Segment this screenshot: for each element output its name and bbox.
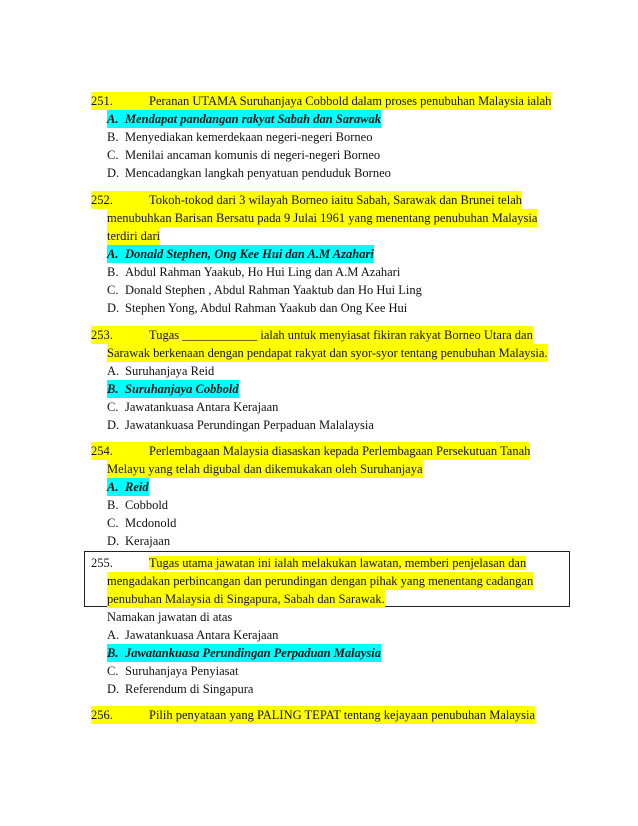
- question-251-stem: 251. Peranan UTAMA Suruhanjaya Cobbold dalam proses penubuhan Malaysia ialah: [91, 94, 552, 108]
- question-253-stem-line1: 253. Tugas ____________ ialah untuk menyiasat fikiran rakyat Borneo Utara dan: [91, 328, 533, 342]
- question-254-stem-line2: Melayu yang telah digubal dan dikemukakan oleh Suruhanjaya: [107, 462, 423, 476]
- question-255-option-b: B. Jawatankuasa Perundingan Perpaduan Malaysia: [107, 646, 381, 660]
- question-253-option-c: C. Jawatankuasa Antara Kerajaan: [107, 400, 279, 414]
- question-252-option-a: A. Donald Stephen, Ong Kee Hui dan A.M Azahari: [107, 247, 374, 261]
- question-254-option-c: C. Mcdonold: [107, 516, 177, 530]
- question-254-option-a: A. Reid: [107, 480, 149, 494]
- question-253-stem-line2: Sarawak berkenaan dengan pendapat rakyat dan syor-syor tentang penubuhan Malaysia.: [107, 346, 548, 360]
- question-251-option-a: A. Mendapat pandangan rakyat Sabah dan Sarawak: [107, 112, 381, 126]
- question-251-option-d: D. Mencadangkan langkah penyatuan penduduk Borneo: [107, 166, 391, 180]
- question-252-stem-line2: menubuhkan Barisan Bersatu pada 9 Julai 1961 yang menentang penubuhan Malaysia: [107, 211, 538, 225]
- question-255-option-a: A. Jawatankuasa Antara Kerajaan: [107, 628, 279, 642]
- question-253-option-a: A. Suruhanjaya Reid: [107, 364, 215, 378]
- question-254-stem-line1: 254. Perlembagaan Malaysia diasaskan kepada Perlembagaan Persekutuan Tanah: [91, 444, 531, 458]
- question-252-option-b: B. Abdul Rahman Yaakub, Ho Hui Ling dan A.M Azahari: [107, 265, 401, 279]
- question-252-option-d: D. Stephen Yong, Abdul Rahman Yaakub dan Ong Kee Hui: [107, 301, 408, 315]
- question-252-stem-line3: terdiri dari: [107, 229, 161, 243]
- question-256-stem: 256. Pilih penyataan yang PALING TEPAT tentang kejayaan penubuhan Malaysia: [91, 708, 536, 722]
- question-253-option-b: B. Suruhanjaya Cobbold: [107, 382, 239, 396]
- question-255-stem-line2: mengadakan perbincangan dan perundingan dengan pihak yang menentang cadangan: [107, 574, 534, 588]
- question-253-option-d: D. Jawatankuasa Perundingan Perpaduan Malalaysia: [107, 418, 374, 432]
- question-254-option-b: B. Cobbold: [107, 498, 169, 512]
- question-251-option-b: B. Menyediakan kemerdekaan negeri-negeri Borneo: [107, 130, 373, 144]
- question-251-option-c: C. Menilai ancaman komunis di negeri-negeri Borneo: [107, 148, 381, 162]
- question-255-option-c: C. Suruhanjaya Penyiasat: [107, 664, 239, 678]
- question-255-option-d: D. Referendum di Singapura: [107, 682, 254, 696]
- question-255-stem-line1: 255. Tugas utama jawatan ini ialah melakukan lawatan, memberi penjelasan dan: [91, 556, 527, 570]
- question-254-option-d: D. Kerajaan: [107, 534, 171, 548]
- question-255-stem-line3: penubuhan Malaysia di Singapura, Sabah dan Sarawak.: [107, 592, 385, 606]
- question-255-prompt: Namakan jawatan di atas: [107, 610, 233, 624]
- question-252-option-c: C. Donald Stephen , Abdul Rahman Yaaktub dan Ho Hui Ling: [107, 283, 422, 297]
- question-252-stem-line1: 252. Tokoh-tokod dari 3 wilayah Borneo iaitu Sabah, Sarawak dan Brunei telah: [91, 193, 522, 207]
